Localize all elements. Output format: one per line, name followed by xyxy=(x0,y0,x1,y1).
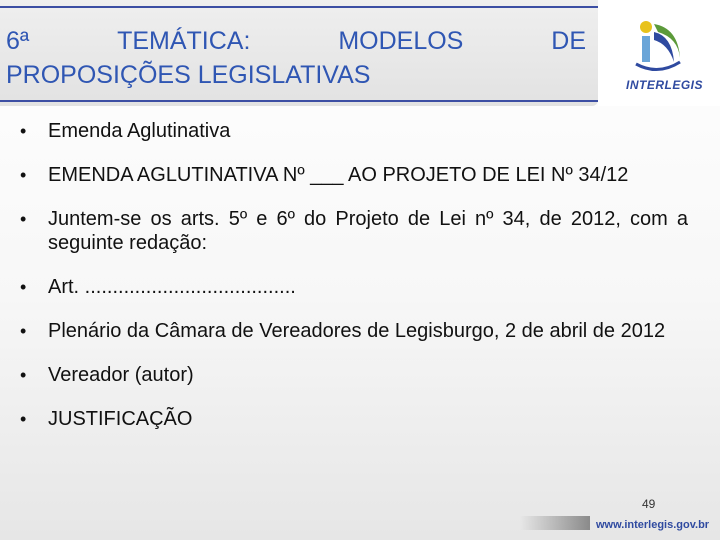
interlegis-logo-icon xyxy=(628,18,688,76)
list-item: • Art. ...................................... xyxy=(18,275,688,299)
footer-bar xyxy=(520,516,590,530)
list-item: • JUSTIFICAÇÃO xyxy=(18,407,688,431)
slide-title-line-1 xyxy=(6,26,586,56)
title-word: 6ª xyxy=(6,27,30,55)
content-bullet-list xyxy=(18,110,688,431)
list-item: • Vereador (autor) xyxy=(18,363,688,387)
title-banner xyxy=(0,0,598,106)
list-item: • Juntem-se os arts. 5º e 6º do Projeto de Lei nº 34, de 2012, com a seguinte redação: xyxy=(18,207,688,255)
list-item: • Emenda Aglutinativa xyxy=(18,119,688,143)
banner-top-line xyxy=(0,6,598,8)
banner-bottom-line xyxy=(0,100,598,102)
list-item: • EMENDA AGLUTINATIVA Nº ___ AO PROJETO DE LEI Nº 34/12 xyxy=(18,163,688,187)
logo-wordmark: INTERLEGIS xyxy=(626,78,704,92)
slide-title-line-2: PROPOSIÇÕES LEGISLATIVAS xyxy=(6,61,371,89)
title-word: MODELOS xyxy=(338,27,464,55)
title-word: DE xyxy=(551,27,586,55)
title-word: TEMÁTICA: xyxy=(117,27,251,55)
interlegis-logo xyxy=(598,0,720,106)
page-number: 49 xyxy=(642,497,656,511)
list-item: • Plenário da Câmara de Vereadores de Legisburgo, 2 de abril de 2012 xyxy=(18,319,688,343)
footer-url: www.interlegis.gov.br xyxy=(596,519,710,531)
